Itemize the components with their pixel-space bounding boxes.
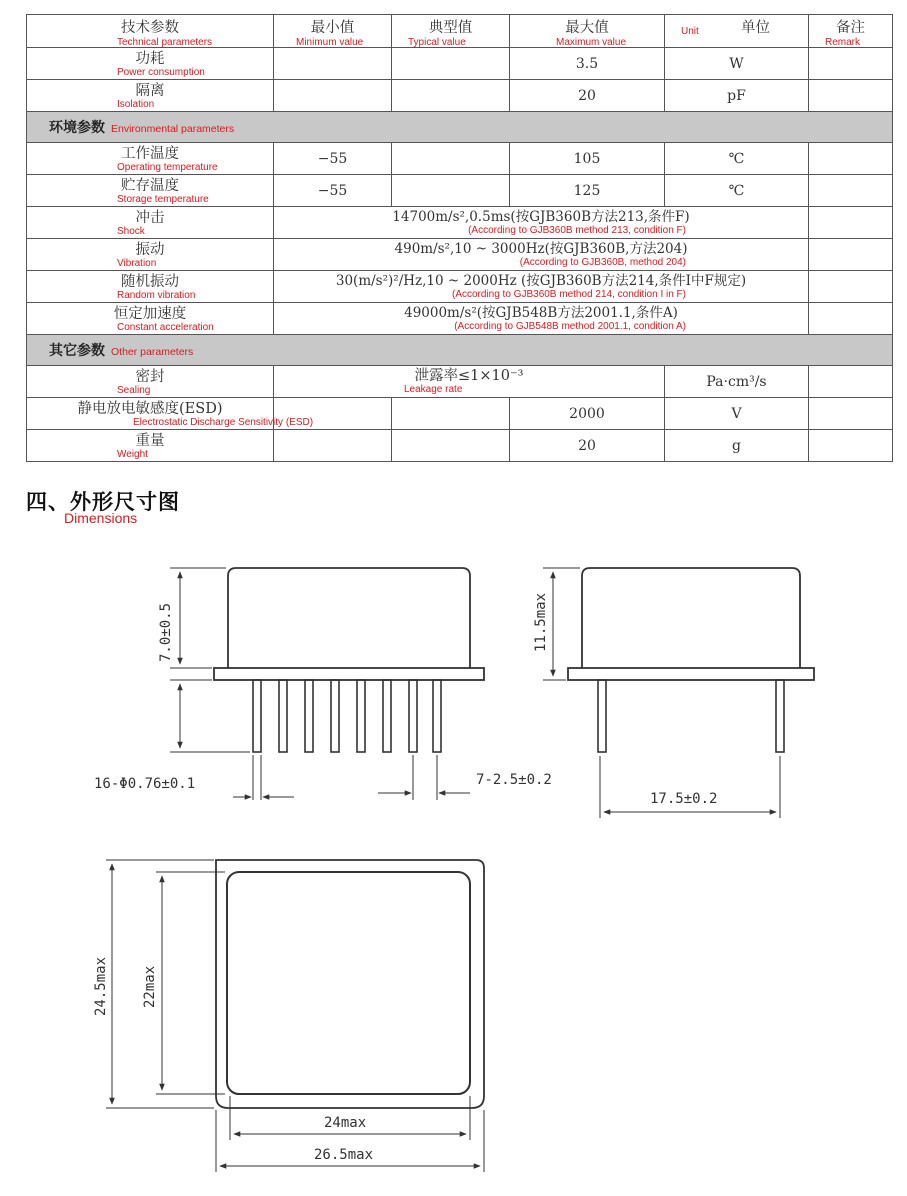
row-name-esd: 静电放电敏感度(ESD) Electrostatic Discharge Sensitivity (ESD) bbox=[27, 398, 274, 430]
section-env: 环境参数 Environmental parameters bbox=[27, 112, 893, 143]
row-unit: W bbox=[665, 48, 809, 80]
side-view bbox=[543, 568, 814, 818]
dimensions-title-en: Dimensions bbox=[64, 510, 138, 526]
row-value-shock: 14700m/s²,0.5ms(按GJB360B方法213,条件F) (According to GJB360B method 213, condition F) bbox=[274, 207, 809, 239]
front-pins bbox=[253, 680, 441, 752]
row-name-sealing: 密封 Sealing bbox=[27, 366, 274, 398]
row-value-sealing: 泄露率≤1×10⁻³ Leakage rate bbox=[274, 366, 665, 398]
header-unit: 单位 Unit bbox=[665, 15, 809, 48]
row-name-shock: 冲击 Shock bbox=[27, 207, 274, 239]
header-param: 技术参数 Technical parameters bbox=[27, 15, 274, 48]
row-unit: V bbox=[665, 398, 809, 430]
row-unit: ℃ bbox=[665, 175, 809, 207]
row-name-operating-temp: 工作温度 Operating temperature bbox=[27, 143, 274, 175]
row-unit: pF bbox=[665, 80, 809, 112]
row-max: 3.5 bbox=[510, 48, 665, 80]
label-outer-height: 24.5max bbox=[93, 956, 109, 1016]
front-view bbox=[170, 568, 484, 800]
row-unit: ℃ bbox=[665, 143, 809, 175]
label-height-total: 11.5max bbox=[533, 592, 549, 652]
row-name-vibration: 振动 Vibration bbox=[27, 239, 274, 271]
row-unit: g bbox=[665, 430, 809, 462]
row-name-random-vibration: 随机振动 Random vibration bbox=[27, 271, 274, 303]
row-min: −55 bbox=[274, 143, 392, 175]
row-name-weight: 重量 Weight bbox=[27, 430, 274, 462]
row-max: 2000 bbox=[510, 398, 665, 430]
row-max: 125 bbox=[510, 175, 665, 207]
row-value-random-vibration: 30(m/s²)²/Hz,10 ~ 2000Hz (按GJB360B方法214,条件Ⅰ中F规定) (According to GJB360B method 214, condition I in F) bbox=[274, 271, 809, 303]
row-min: −55 bbox=[274, 175, 392, 207]
row-name-power: 功耗 Power consumption bbox=[27, 48, 274, 80]
label-height-body: 7.0±0.5 bbox=[158, 602, 174, 662]
row-unit: Pa·cm³/s bbox=[665, 366, 809, 398]
header-remark: 备注 Remark bbox=[809, 15, 893, 48]
row-name-storage-temp: 贮存温度 Storage temperature bbox=[27, 175, 274, 207]
row-value-constant-acceleration: 49000m/s²(按GJB548B方法2001.1,条件A) (According to GJB548B method 2001.1, condition A) bbox=[274, 303, 809, 335]
label-inner-height: 22max bbox=[142, 965, 158, 1008]
row-name-isolation: 隔离 Isolation bbox=[27, 80, 274, 112]
label-pin-diameter: 16-Φ0.76±0.1 bbox=[94, 776, 196, 792]
header-min: 最小值 Minimum value bbox=[274, 15, 392, 48]
label-inner-width: 24max bbox=[324, 1115, 367, 1131]
header-typ: 典型值 Typical value bbox=[392, 15, 510, 48]
label-outer-width: 26.5max bbox=[314, 1147, 374, 1163]
dimensions-title-zh: 四、外形尺寸图 bbox=[26, 489, 180, 514]
header-max: 最大值 Maximum value bbox=[510, 15, 665, 48]
top-view bbox=[106, 860, 484, 1172]
row-name-constant-acceleration: 恒定加速度 Constant acceleration bbox=[27, 303, 274, 335]
row-max: 105 bbox=[510, 143, 665, 175]
row-max: 20 bbox=[510, 430, 665, 462]
row-value-vibration: 490m/s²,10 ~ 3000Hz(按GJB360B,方法204) (According to GJB360B, method 204) bbox=[274, 239, 809, 271]
label-row-spacing: 17.5±0.2 bbox=[650, 791, 718, 807]
section-other: 其它参数 Other parameters bbox=[27, 335, 893, 366]
label-pin-pitch: 7-2.5±0.2 bbox=[476, 772, 552, 788]
row-max: 20 bbox=[510, 80, 665, 112]
